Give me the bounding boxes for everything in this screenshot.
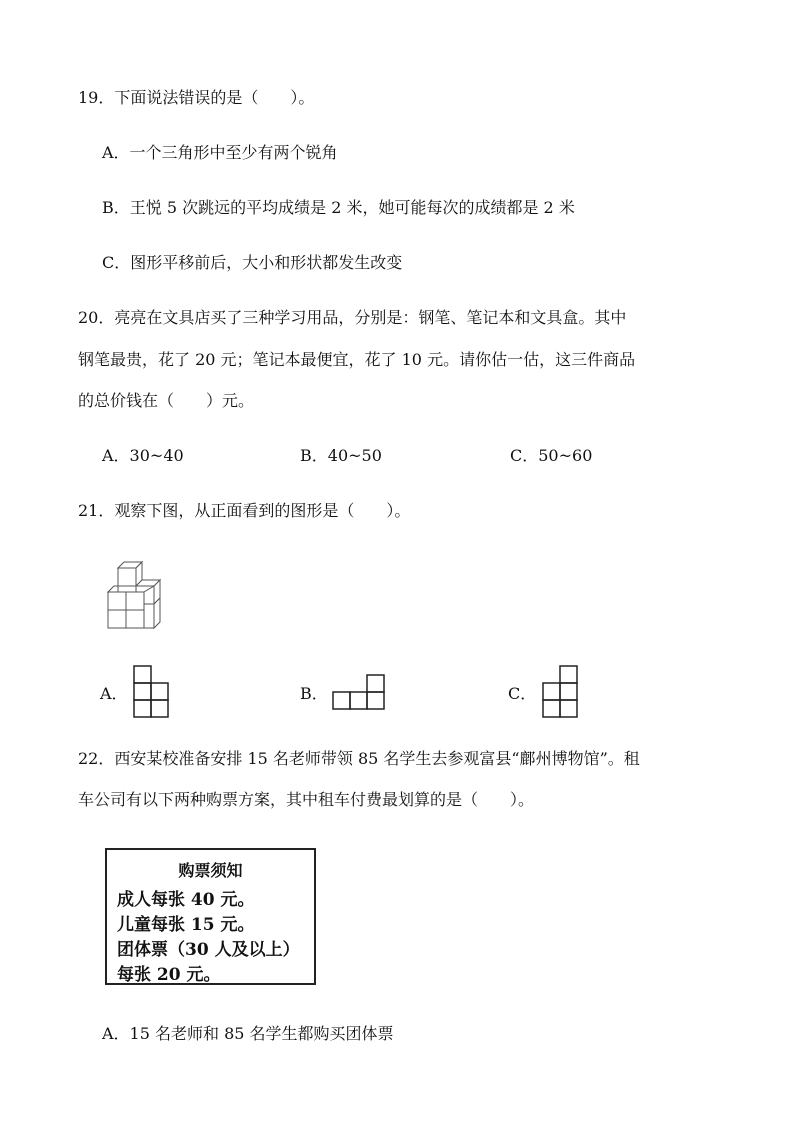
ticket-notice-line: 团体票（30 人及以上） [117, 940, 300, 960]
q22-option-a: A．15 名老师和 85 名学生都购买团体票 [102, 1024, 394, 1043]
q21-option-c-label: C． [508, 684, 537, 703]
q20-stem-line3: 的总价钱在（ ）元。 [78, 391, 255, 410]
ticket-notice-title: 购票须知 [178, 861, 243, 880]
q20-stem-line1: 20．亮亮在文具店买了三种学习用品，分别是：钢笔、笔记本和文具盒。其中 [78, 308, 627, 327]
ticket-notice-line: 成人每张 40 元。 [117, 890, 255, 910]
ticket-notice-line: 儿童每张 15 元。 [117, 915, 255, 935]
q21-option-a-label: A． [100, 684, 128, 703]
q22-stem-line1: 22．西安某校准备安排 15 名老师带领 85 名学生去参观富县“鄜州博物馆”。租 [78, 749, 640, 768]
q19-option-b: B．王悦 5 次跳远的平均成绩是 2 米，她可能每次的成绩都是 2 米 [102, 198, 575, 217]
q19-option-c: C．图形平移前后，大小和形状都发生改变 [102, 253, 403, 272]
q19-stem: 19．下面说法错误的是（ ）。 [78, 88, 315, 107]
q20-option-a: A．30~40 [102, 446, 184, 465]
q20-option-c: C．50~60 [510, 446, 593, 465]
q20-stem-line2: 钢笔最贵，花了 20 元；笔记本最便宜，花了 10 元。请你估一估，这三件商品 [78, 350, 636, 369]
q21-option-a-figure [133, 665, 169, 719]
q21-option-b-figure [332, 674, 386, 710]
ticket-notice-box [105, 848, 316, 985]
q22-stem-line2: 车公司有以下两种购票方案，其中租车付费最划算的是（ ）。 [78, 790, 535, 809]
ticket-notice-line: 每张 20 元。 [117, 965, 221, 985]
q21-stem: 21．观察下图，从正面看到的图形是（ ）。 [78, 501, 411, 520]
q21-option-c-figure [542, 665, 578, 719]
q21-option-b-label: B． [300, 684, 328, 703]
q20-option-b: B．40~50 [300, 446, 382, 465]
cube-stack-figure [104, 562, 164, 632]
q19-option-a: A．一个三角形中至少有两个锐角 [102, 143, 338, 162]
